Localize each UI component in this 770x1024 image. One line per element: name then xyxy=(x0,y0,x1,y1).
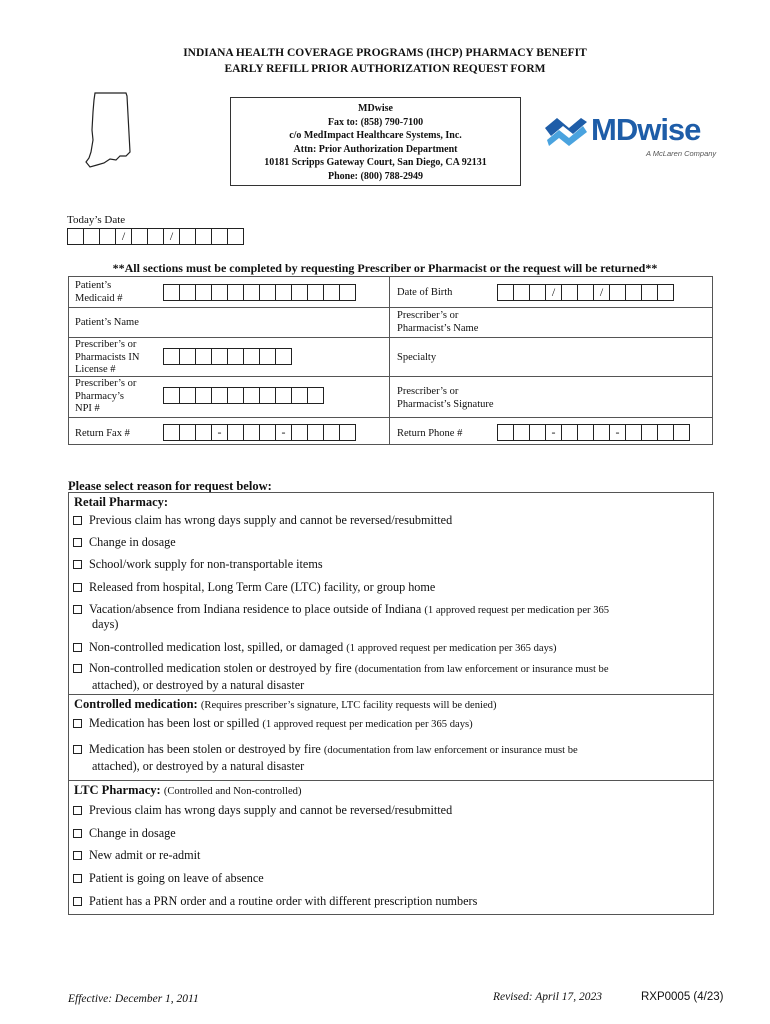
patient-name-label: Patient’s Name xyxy=(75,317,139,328)
ltc-option-2[interactable]: Change in dosage xyxy=(73,826,176,841)
date-separator: / xyxy=(115,228,132,245)
revised-date: Revised: April 17, 2023 xyxy=(493,991,603,1003)
fax-number: Fax to: (858) 790-7100 xyxy=(327,116,424,128)
form-code: RXP0005 (4/23) xyxy=(641,991,724,1003)
license-number-field[interactable] xyxy=(164,348,292,365)
ltc-option-1[interactable]: Previous claim has wrong days supply and cannot be reversed/resubmitted xyxy=(73,803,452,818)
retail-option-6[interactable]: Non-controlled medication lost, spilled, or damaged (1 approved request per medication per 365 days) xyxy=(73,640,557,655)
checkbox[interactable] xyxy=(73,745,82,754)
return-phone-field[interactable] xyxy=(498,424,690,441)
ltc-option-4[interactable]: Patient is going on leave of absence xyxy=(73,871,264,886)
phone-separator: - xyxy=(211,424,228,441)
retail-option-4[interactable]: Released from hospital, Long Term Care (LTC) facility, or group home xyxy=(73,580,435,595)
checkbox[interactable] xyxy=(73,851,82,860)
date-separator: / xyxy=(163,228,180,245)
form-title-line2: EARLY REFILL PRIOR AUTHORIZATION REQUEST FORM xyxy=(224,63,546,75)
controlled-option-1[interactable]: Medication has been lost or spilled (1 approved request per medication per 365 days) xyxy=(73,716,473,731)
prescriber-name-field[interactable] xyxy=(509,309,709,335)
controlled-option-2-continued: attached), or destroyed by a natural disaster xyxy=(92,759,305,773)
checkbox[interactable] xyxy=(73,583,82,592)
checkbox[interactable] xyxy=(73,719,82,728)
retail-option-5[interactable]: Vacation/absence from Indiana residence to place outside of Indiana (1 approved request per medication per 365 xyxy=(73,602,609,617)
date-separator: / xyxy=(545,284,562,301)
signature-label: Prescriber’s or Pharmacist’s Signature xyxy=(397,386,494,410)
checkbox[interactable] xyxy=(73,806,82,815)
ltc-section-title: LTC Pharmacy: (Controlled and Non-controlled) xyxy=(74,783,302,797)
date-separator: / xyxy=(593,284,610,301)
retail-option-1[interactable]: Previous claim has wrong days supply and cannot be reversed/resubmitted xyxy=(73,513,452,528)
fax-info-box xyxy=(230,97,521,186)
phone-separator: - xyxy=(609,424,626,441)
controlled-section-title: Controlled medication: (Requires prescriber’s signature, LTC facility requests will be denied) xyxy=(74,697,497,711)
checkbox[interactable] xyxy=(73,643,82,652)
retail-section-title: Retail Pharmacy: xyxy=(74,495,169,509)
medicaid-number-field[interactable] xyxy=(164,284,356,301)
reasons-heading: Please select reason for request below: xyxy=(68,479,272,493)
checkbox[interactable] xyxy=(73,664,82,673)
form-title-line1: INDIANA HEALTH COVERAGE PROGRAMS (IHCP) PHARMACY BENEFIT xyxy=(183,47,587,59)
fax-care-of: c/o MedImpact Healthcare Systems, Inc. xyxy=(289,130,462,141)
retail-option-7[interactable]: Non-controlled medication stolen or destroyed by fire (documentation from law enforcement or insurance must be xyxy=(73,661,609,676)
specialty-label: Specialty xyxy=(397,352,437,363)
fax-plan-name: MDwise xyxy=(358,103,393,114)
phone-separator: - xyxy=(545,424,562,441)
mdwise-logo xyxy=(543,112,723,162)
ltc-option-3[interactable]: New admit or re-admit xyxy=(73,848,200,863)
fax-phone: Phone: (800) 788-2949 xyxy=(328,170,423,182)
retail-option-7-continued: attached), or destroyed by a natural disaster xyxy=(92,678,305,692)
fax-attention: Attn: Prior Authorization Department xyxy=(293,143,458,155)
todays-date-label: Today’s Date xyxy=(67,214,126,226)
ltc-option-5[interactable]: Patient has a PRN order and a routine order with different prescription numbers xyxy=(73,894,477,909)
retail-option-3[interactable]: School/work supply for non-transportable items xyxy=(73,557,323,572)
return-phone-label: Return Phone # xyxy=(397,428,463,439)
checkbox[interactable] xyxy=(73,516,82,525)
checkbox[interactable] xyxy=(73,897,82,906)
prescriber-name-label: Prescriber’s or Pharmacist’s Name xyxy=(397,310,479,334)
indiana-map-icon xyxy=(80,90,150,170)
npi-label: Prescriber’s or Pharmacy’s NPI # xyxy=(75,378,137,414)
checkbox[interactable] xyxy=(73,605,82,614)
dob-field[interactable] xyxy=(498,284,674,301)
fax-address: 10181 Scripps Gateway Court, San Diego, CA 92131 xyxy=(264,157,487,168)
completion-notice: **All sections must be completed by requesting Prescriber or Pharmacist or the request will be returned** xyxy=(112,261,658,275)
license-label: Prescriber’s or Pharmacists IN License # xyxy=(75,339,140,375)
medicaid-label: Patient’s Medicaid # xyxy=(75,280,123,304)
mdwise-logo-text: MDwise xyxy=(591,112,701,147)
npi-number-field[interactable] xyxy=(164,387,324,404)
signature-field[interactable] xyxy=(509,378,709,415)
checkbox[interactable] xyxy=(73,829,82,838)
dob-label: Date of Birth xyxy=(397,287,453,298)
todays-date-field[interactable] xyxy=(68,228,244,245)
return-fax-label: Return Fax # xyxy=(75,428,130,439)
return-fax-field[interactable] xyxy=(164,424,356,441)
phone-separator: - xyxy=(275,424,292,441)
controlled-option-2[interactable]: Medication has been stolen or destroyed by fire (documentation from law enforcement or insurance must be xyxy=(73,742,578,757)
checkbox[interactable] xyxy=(73,874,82,883)
retail-option-5-continued: days) xyxy=(92,617,119,631)
specialty-field[interactable] xyxy=(509,339,709,374)
retail-option-2[interactable]: Change in dosage xyxy=(73,535,176,550)
mdwise-logo-icon xyxy=(543,114,589,148)
patient-info-table xyxy=(68,276,713,445)
patient-name-field[interactable] xyxy=(164,309,386,335)
mdwise-tagline: A McLaren Company xyxy=(646,149,717,158)
checkbox[interactable] xyxy=(73,560,82,569)
checkbox[interactable] xyxy=(73,538,82,547)
effective-date: Effective: December 1, 2011 xyxy=(68,993,199,1005)
